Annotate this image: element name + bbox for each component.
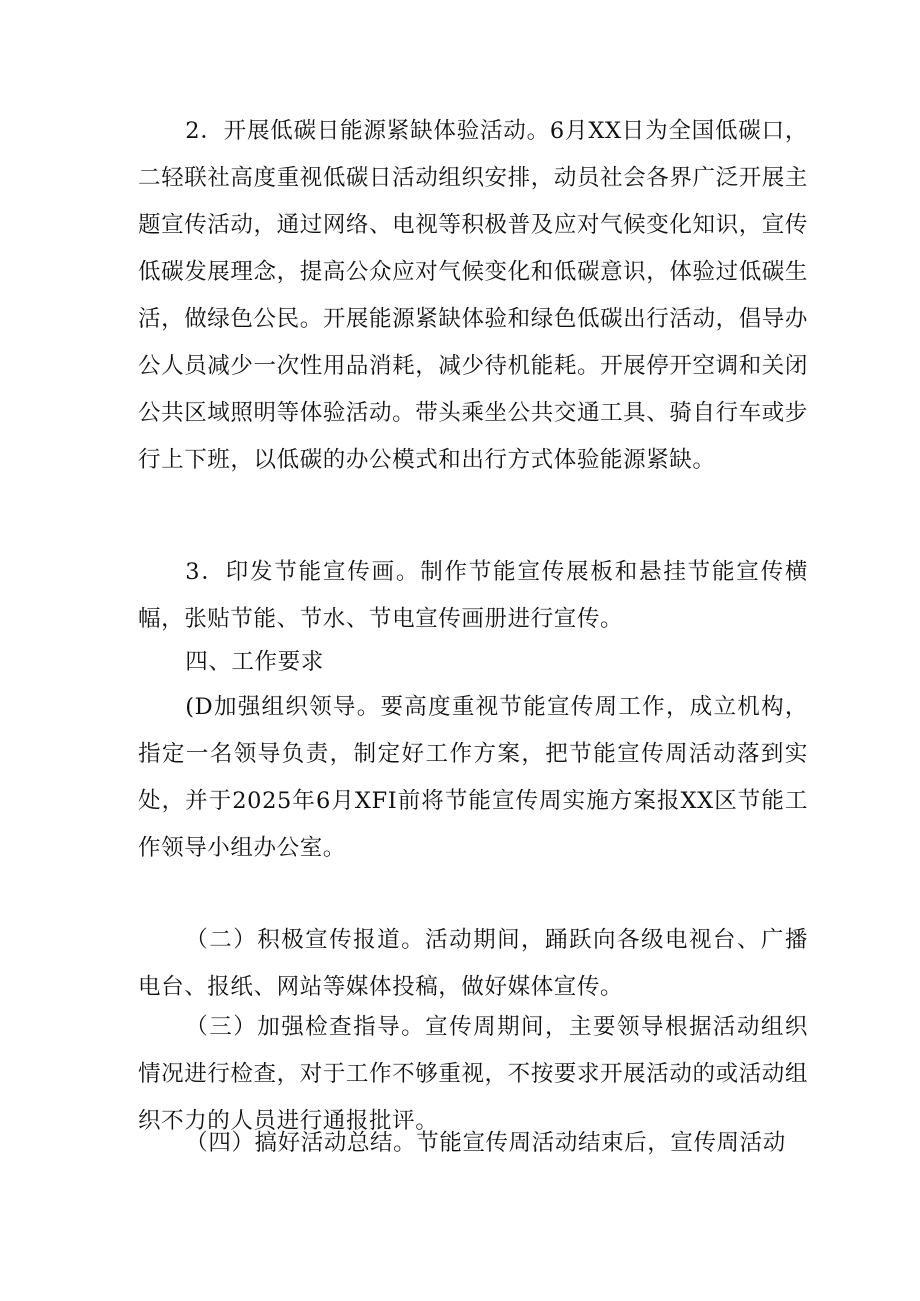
paragraph-organization-leadership: (D加强组织领导。要高度重视节能宣传周工作，成立机构，指定一名领导负责，制定好工作方案，把节能宣传周活动落到实处，并于2025年6月XFI前将节能宣传周实施方案报XX区节能工作领导小组办公室。 — [138, 694, 808, 861]
paragraph-activity-summary: （四）搞好活动总结。节能宣传周活动结束后，宣传周活动 — [185, 1130, 786, 1156]
paragraph-publicity-reporting: （二）积极宣传报道。活动期间，踊跃向各级电视台、广播电台、报纸、网站等媒体投稿，做好媒体宣传。 — [138, 927, 808, 1000]
paragraph-low-carbon-day: 2．开展低碳日能源紧缺体验活动。6月XX日为全国低碳口，二轻联社高度重视低碳日活动组织安排，动员社会各界广泛开展主题宣传活动，通过网络、电视等积极普及应对气候变化知识，宣传低碳发展理念，提高公众应对气候变化和低碳意识，体验过低碳生活，做绿色公民。开展能源紧缺体验和绿色低碳出行活动，倡导办公人员减少一次性用品消耗，减少待机能耗。开展停开空调和关闭公共区域照明等体验活动。带头乘坐公共交通工具、骑自行车或步行上下班，以低碳的办公模式和出行方式体验能源紧缺。 — [138, 118, 808, 473]
paragraph-inspection-guidance: （三）加强检查指导。宣传周期间，主要领导根据活动组织情况进行检查，对于工作不够重视，不按要求开展活动的或活动组织不力的人员进行通报批评。 — [138, 1014, 808, 1134]
paragraph-posters: 3．印发节能宣传画。制作节能宣传展板和悬挂节能宣传横幅，张贴节能、节水、节电宣传画册进行宣传。 — [138, 559, 808, 632]
section-heading-work-requirements: 四、工作要求 — [185, 649, 324, 675]
